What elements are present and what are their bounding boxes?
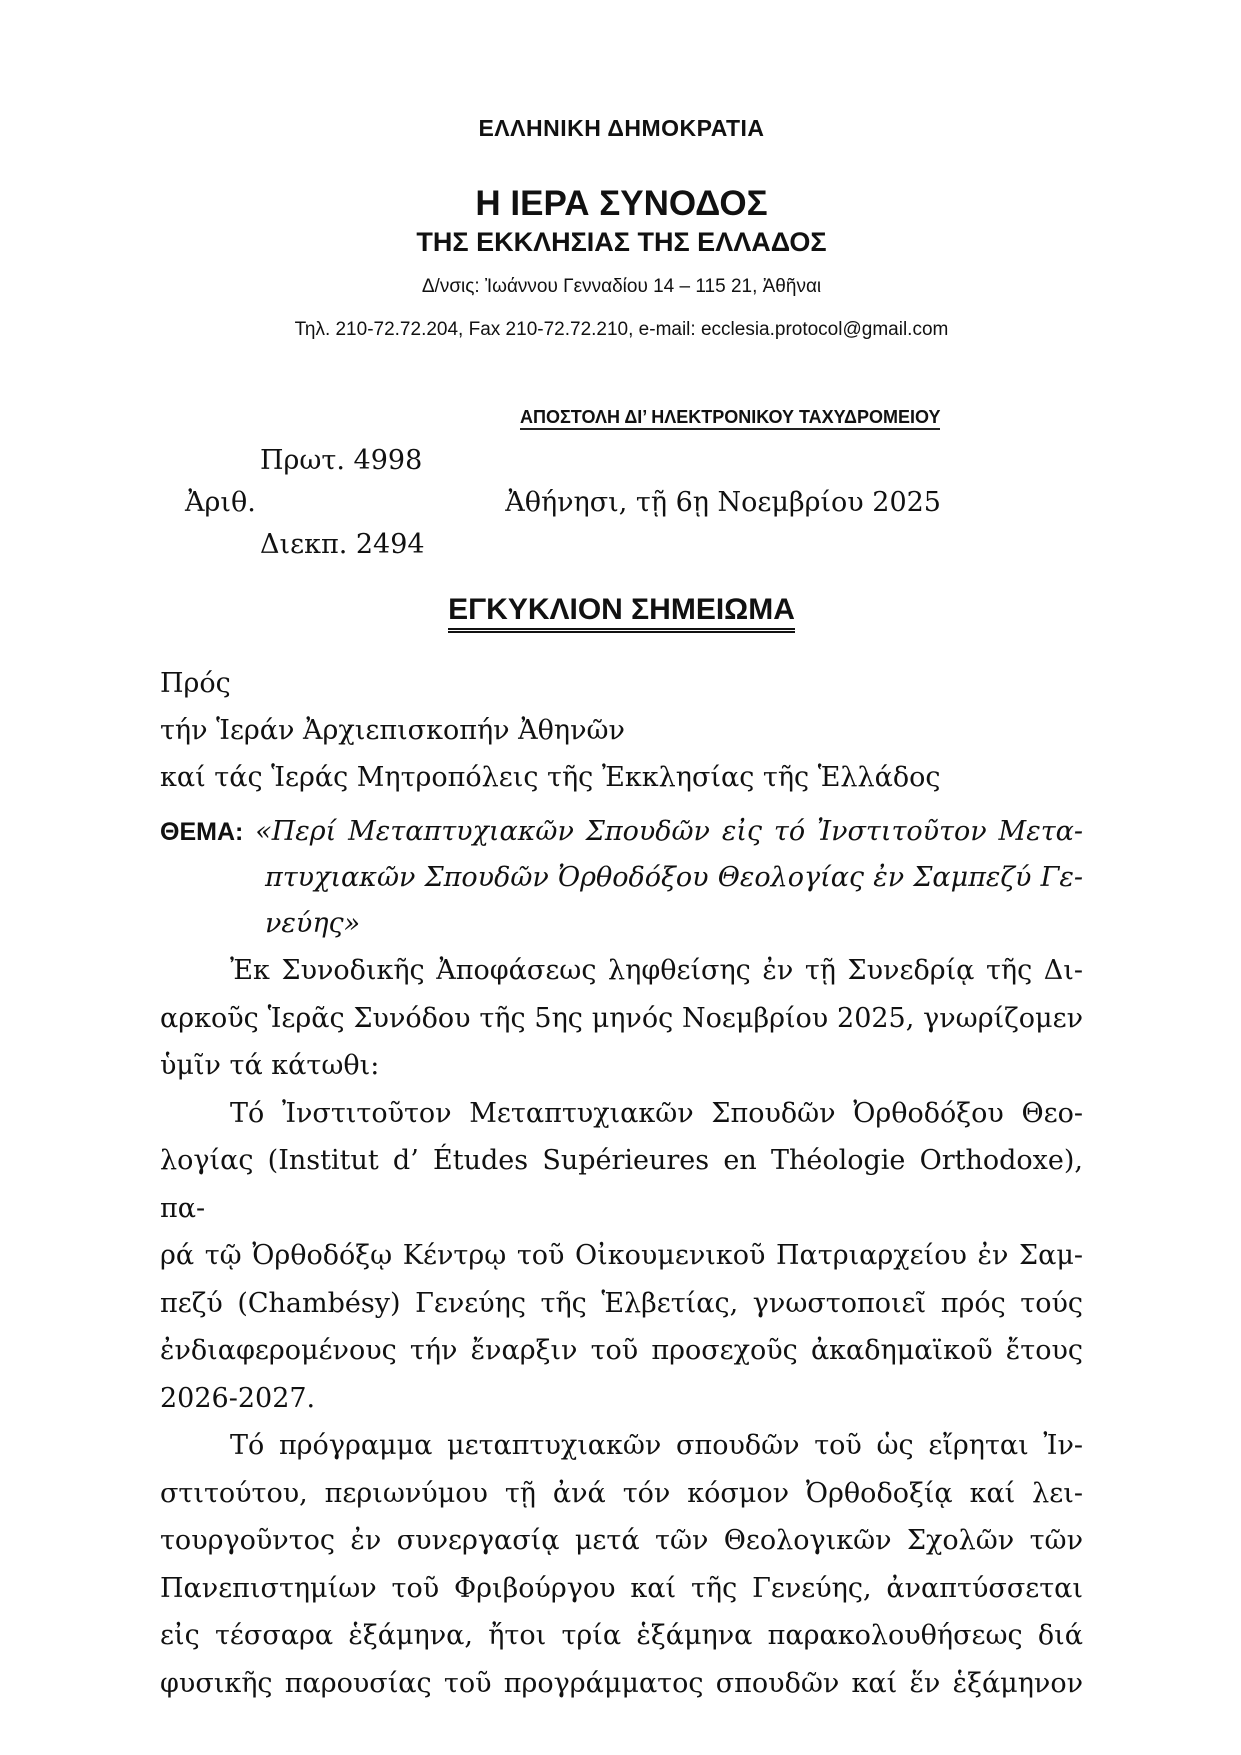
body-line: Ἐκ Συνοδικῆς Ἀποφάσεως ληφθείσης ἐν τῇ Συνεδρίᾳ τῆς Δι- — [230, 955, 1083, 986]
addressee-block — [160, 660, 1083, 801]
addressee-line: Πρός — [160, 668, 231, 699]
arith-label: Ἀριθ. — [185, 487, 256, 518]
body-line: φυσικῆς παρουσίας τοῦ προγράμματος σπουδῶν καί ἕν ἑξάμηνον — [160, 1667, 1083, 1699]
body-line: ρά τῷ Ὀρθοδόξῳ Κέντρῳ τοῦ Οἰκουμενικοῦ Πατριαρχείου ἐν Σαμ- — [160, 1240, 1083, 1271]
subject-label: ΘΕΜΑ: — [160, 818, 244, 846]
body-line: στιτούτου, περιωνύμου τῇ ἀνά τόν κόσμον Ὀρθοδοξίᾳ καί λει- — [160, 1477, 1083, 1509]
dispatch-note: ΑΠΟΣΤΟΛΗ ΔΙ’ ΗΛΕΚΤΡΟΝΙΚΟΥ ΤΑΧΥΔΡΟΜΕΙΟΥ — [520, 406, 1083, 428]
body-line: εἰς τέσσαρα ἑξάμηνα, ἤτοι τρία ἑξάμηνα παρακολουθήσεως διά — [160, 1620, 1083, 1651]
body-line: πεζύ (Chambésy) Γενεύης τῆς Ἑλβετίας, γνωστοποιεῖ πρός τούς — [160, 1287, 1083, 1319]
body-line: Πανεπιστημίων τοῦ Φριβούργου καί τῆς Γενεύης, ἀναπτύσσεται — [160, 1572, 1083, 1604]
subject-line: πτυχιακῶν Σπουδῶν Ὀρθοδόξου Θεολογίας ἐν Σαμπεζύ Γε- — [265, 862, 1083, 893]
document-title: ΕΓΚΥΚΛΙΟΝ ΣΗΜΕΙΩΜΑ — [160, 592, 1083, 628]
body-line: ὑμῖν τά κάτωθι: — [160, 1050, 380, 1081]
body-line: Τό πρόγραμμα μεταπτυχιακῶν σπουδῶν τοῦ ὡς εἴρηται Ἰν- — [230, 1430, 1083, 1461]
subject-line: νεύης» — [265, 908, 361, 939]
subject-line — [160, 809, 1083, 855]
paragraph — [160, 947, 1083, 1090]
body-line: ἐνδιαφερομένους τήν ἔναρξιν τοῦ προσεχοῦς ἀκαδημαϊκοῦ ἔτους — [160, 1335, 1083, 1366]
paragraph — [160, 1422, 1083, 1707]
subject-block — [160, 809, 1083, 947]
body-line: αρκοῦς Ἱερᾶς Συνόδου τῆς 5ης μηνός Νοεμβρίου 2025, γνωρίζομεν — [160, 1002, 1083, 1034]
letterhead-org-line1: Η ΙΕΡΑ ΣΥΝΟΔΟΣ — [475, 184, 768, 223]
letterhead-address: Δ/νσις: Ἰωάννου Γενναδίου 14 – 115 21, Ἀθῆναι — [421, 276, 822, 297]
letterhead-republic: ΕΛΛΗΝΙΚΗ ΔΗΜΟΚΡΑΤΙΑ — [478, 115, 765, 141]
letterhead-contact: Τηλ. 210-72.72.204, Fax 210-72.72.210, e-mail: ecclesia.protocol@gmail.com — [294, 319, 949, 340]
body-text — [160, 947, 1083, 1707]
body-line: Τό Ἰνστιτοῦτον Μεταπτυχιακῶν Σπουδῶν Ὀρθοδόξου Θεο- — [230, 1097, 1083, 1129]
letterhead — [160, 114, 1083, 344]
addressee-line: τήν Ἱεράν Ἀρχιεπισκοπήν Ἀθηνῶν — [160, 715, 625, 746]
dispatch-number: Διεκπ. 2494 — [260, 529, 425, 560]
reference-block — [160, 440, 1083, 566]
body-line: 2026-2027. — [160, 1382, 316, 1414]
protocol-number: Πρωτ. 4998 — [260, 445, 423, 476]
letterhead-org-line2: ΤΗΣ ΕΚΚΛΗΣΙΑΣ ΤΗΣ ΕΛΛΑΔΟΣ — [416, 227, 827, 257]
subject-text: «Περί Μεταπτυχιακῶν Σπουδῶν εἰς τό Ἰνστιτοῦτον Μετα- — [255, 816, 1083, 847]
addressee-line: καί τάς Ἱεράς Μητροπόλεις τῆς Ἐκκλησίας τῆς Ἑλλάδος — [160, 762, 941, 793]
arith-date-row — [160, 482, 1083, 524]
body-line: τουργοῦντος ἐν συνεργασίᾳ μετά τῶν Θεολογικῶν Σχολῶν τῶν — [160, 1525, 1083, 1556]
body-line: λογίας (Institut d’ Études Supérieures en Théologie Orthodoxe), πα- — [160, 1145, 1083, 1224]
paragraph — [160, 1090, 1083, 1423]
place-date: Ἀθήνησι, τῇ 6ῃ Νοεμβρίου 2025 — [505, 487, 941, 518]
